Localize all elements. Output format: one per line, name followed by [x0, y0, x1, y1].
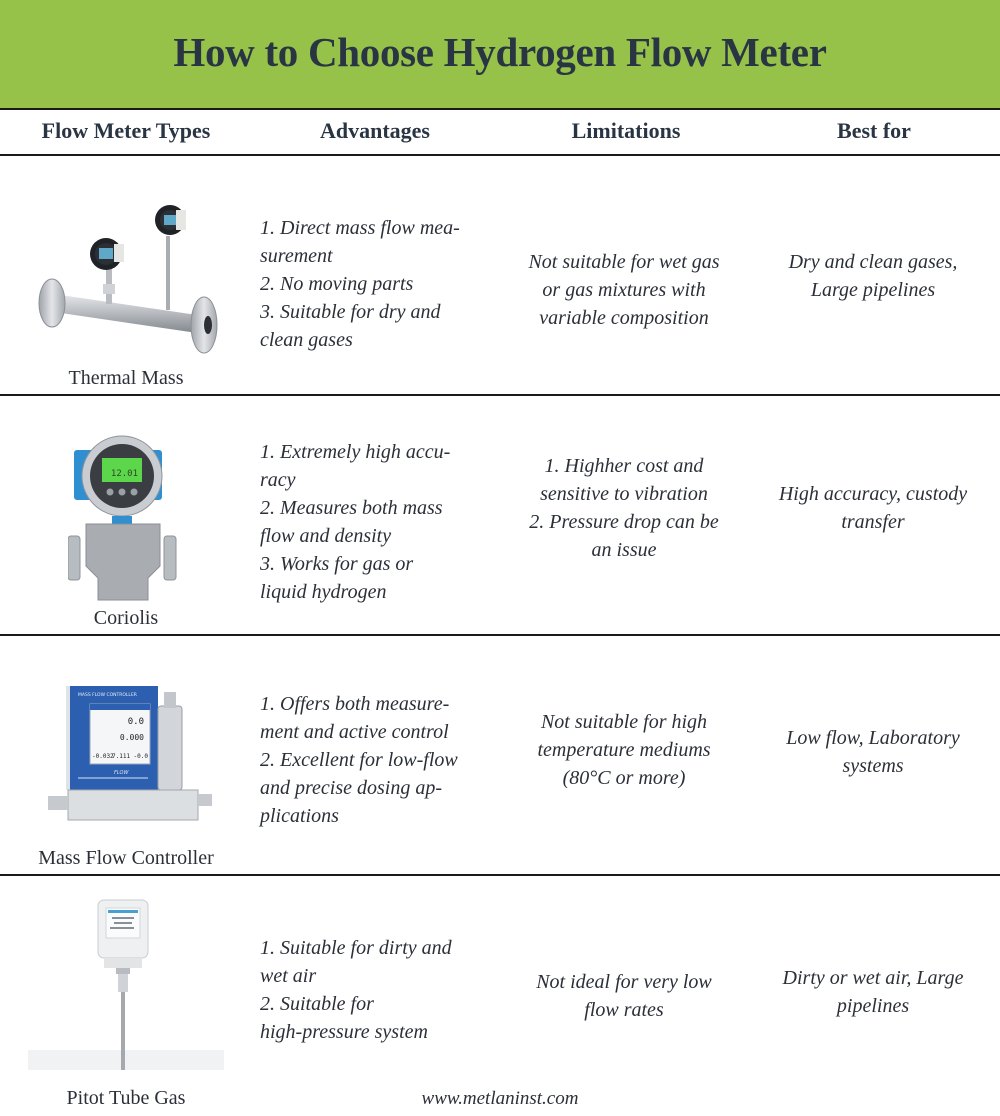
table-row-mass-flow-controller — [0, 636, 1000, 876]
advantage-line: wet air — [260, 965, 317, 987]
mfc-flow-label: FLOW — [114, 770, 129, 776]
advantages-cell — [260, 690, 500, 830]
table-row-thermal-mass — [0, 156, 1000, 396]
table-row-coriolis — [0, 396, 1000, 636]
advantage-line: 2. Suitable for — [260, 993, 374, 1015]
best-for-cell — [748, 964, 998, 1020]
column-header-best-for: Best for — [837, 118, 911, 143]
table-header — [0, 110, 1000, 156]
limitation-line: an issue — [591, 539, 657, 561]
limitation-line: variable composition — [539, 307, 709, 329]
advantage-line: 2. No moving parts — [260, 273, 414, 295]
best-for-line: Dirty or wet air, Large — [782, 967, 964, 989]
advantage-line: surement — [260, 245, 333, 267]
limitations-cell — [500, 248, 748, 332]
pitot-tube-meter-image — [28, 894, 224, 1070]
mfc-display-value-1: 0.0 — [127, 717, 144, 727]
advantage-line: 1. Suitable for dirty and — [260, 937, 452, 959]
thermal-mass-meter-image — [36, 204, 218, 364]
advantage-line: 2. Excellent for low-flow — [260, 749, 458, 771]
limitations-cell — [500, 452, 748, 564]
limitations-cell — [500, 708, 748, 792]
advantage-line: clean gases — [260, 329, 353, 351]
best-for-cell — [748, 248, 998, 304]
limitation-line: flow rates — [584, 999, 664, 1021]
type-cell — [0, 876, 252, 1116]
best-for-line: Low flow, Laboratory — [786, 727, 960, 749]
column-header-types: Flow Meter Types — [41, 118, 211, 143]
coriolis-meter-image — [68, 432, 180, 604]
website-url: www.metlaninst.com — [421, 1088, 579, 1109]
best-for-line: Large pipelines — [810, 279, 936, 301]
limitation-line: Not suitable for high — [540, 711, 708, 733]
limitation-line: temperature mediums — [537, 739, 711, 761]
type-cell — [0, 636, 252, 874]
limitation-line: 2. Pressure drop can be — [529, 511, 719, 533]
mfc-display-value-5: -0.0 — [133, 753, 148, 760]
best-for-line: systems — [842, 755, 904, 777]
advantage-line: ment and active control — [260, 721, 449, 743]
title-banner — [0, 0, 1000, 110]
best-for-line: transfer — [841, 511, 905, 533]
mfc-display-value-2: 0.000 — [119, 733, 144, 742]
meter-type-name: Thermal Mass — [68, 367, 184, 389]
advantage-line: flow and density — [260, 525, 392, 547]
meter-type-name: Mass Flow Controller — [38, 847, 214, 869]
advantage-line: and precise dosing ap- — [260, 777, 443, 799]
meter-type-name: Pitot Tube Gas — [66, 1087, 186, 1109]
advantage-line: 3. Works for gas or — [260, 553, 414, 575]
limitation-line: sensitive to vibration — [540, 483, 708, 505]
advantage-line: 1. Offers both measure- — [260, 693, 450, 715]
advantage-line: 3. Suitable for dry and — [260, 301, 441, 323]
advantage-line: plications — [260, 805, 339, 827]
advantage-line: racy — [260, 469, 296, 491]
mass-flow-controller-image — [44, 682, 218, 830]
limitation-line: Not suitable for wet gas — [528, 251, 720, 273]
type-cell — [0, 156, 252, 394]
advantage-line: 2. Measures both mass — [260, 497, 443, 519]
best-for-cell — [748, 480, 998, 536]
limitation-line: (80°C or more) — [562, 767, 686, 789]
limitation-line: or gas mixtures with — [542, 279, 706, 301]
mfc-panel-label: MASS FLOW CONTROLLER — [78, 693, 137, 698]
coriolis-display-value: 12.01 — [110, 469, 138, 479]
column-header-advantages: Advantages — [319, 118, 430, 143]
advantages-cell — [260, 214, 500, 354]
page-title: How to Choose Hydrogen Flow Meter — [173, 29, 827, 75]
limitation-line: Not ideal for very low — [536, 971, 712, 993]
advantage-line: 1. Extremely high accu- — [260, 441, 451, 463]
type-cell — [0, 396, 252, 634]
advantage-line: liquid hydrogen — [260, 581, 387, 603]
limitation-line: 1. Highher cost and — [544, 455, 704, 477]
advantages-cell — [260, 934, 500, 1046]
best-for-line: High accuracy, custody — [778, 483, 968, 505]
best-for-line: Dry and clean gases, — [788, 251, 958, 273]
advantages-cell — [260, 438, 500, 606]
advantage-line: 1. Direct mass flow mea- — [260, 217, 460, 239]
best-for-cell — [748, 724, 998, 780]
column-header-limitations: Limitations — [571, 118, 681, 143]
mfc-display-value-3: -0.032 — [92, 753, 114, 760]
mfc-display-value-4: 7.111 — [112, 753, 131, 760]
meter-type-name: Coriolis — [93, 607, 159, 629]
table-row-pitot-tube — [0, 876, 1000, 1116]
limitations-cell — [500, 968, 748, 1024]
best-for-line: pipelines — [836, 995, 910, 1017]
advantage-line: high-pressure system — [260, 1021, 428, 1043]
